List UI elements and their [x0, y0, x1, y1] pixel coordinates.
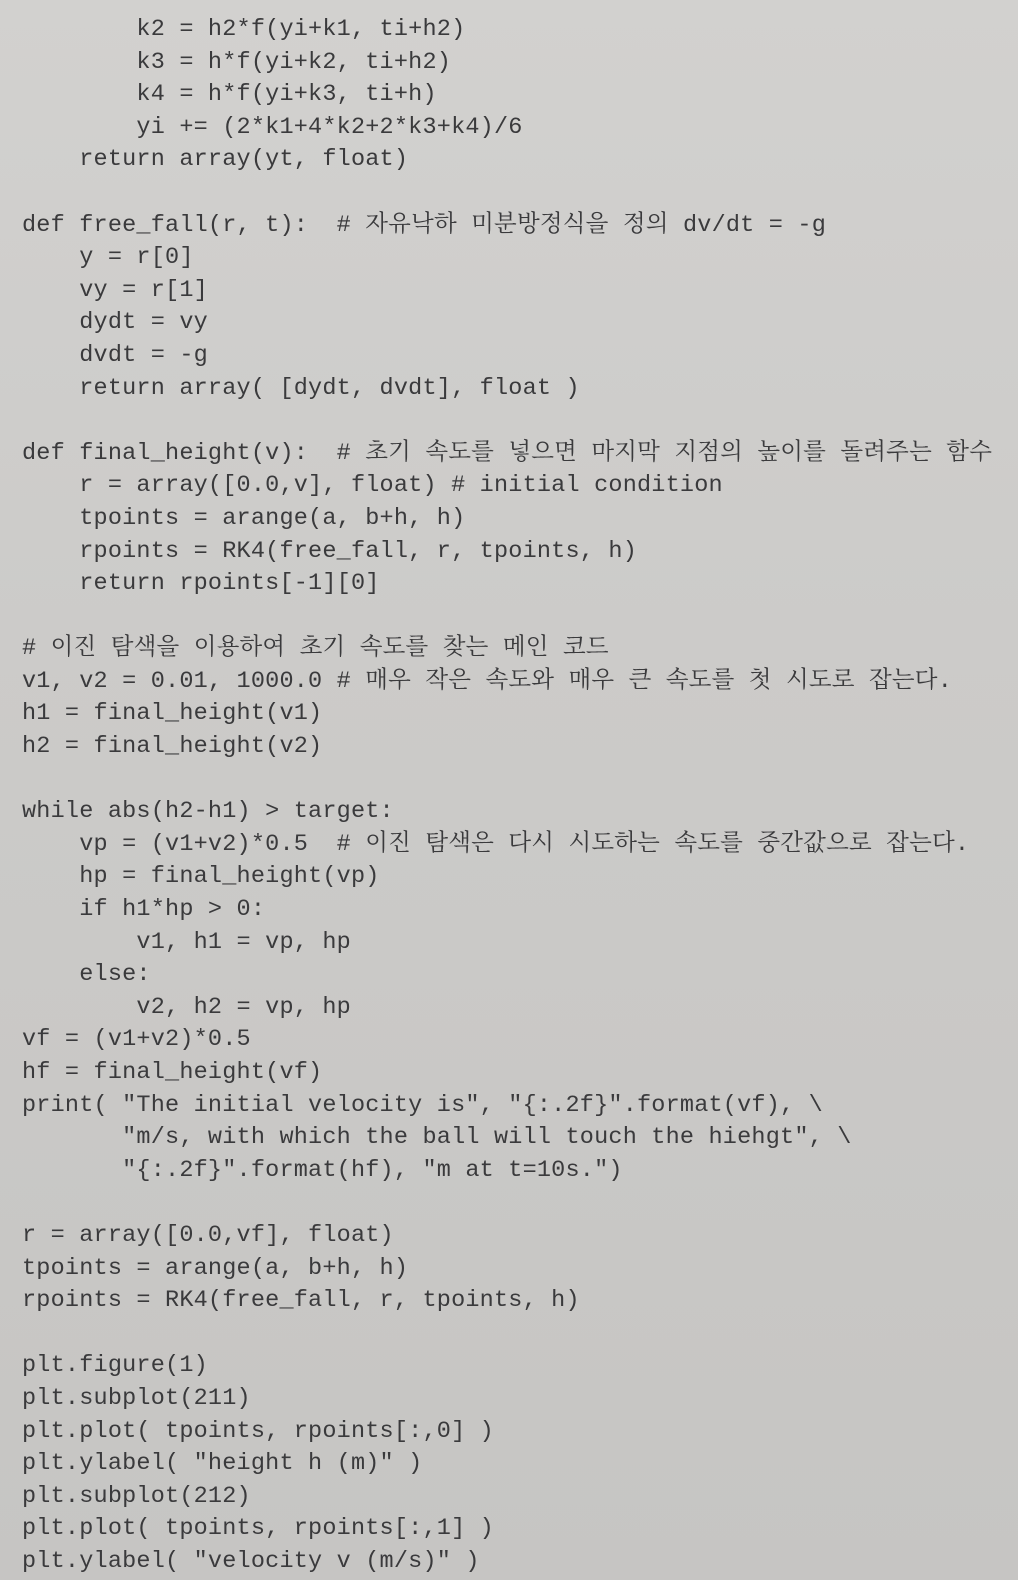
- code-line: [22, 601, 1018, 634]
- code-line: if h1*hp > 0:: [22, 896, 266, 924]
- code-line: plt.figure(1): [22, 1352, 208, 1380]
- code-line: plt.subplot(211): [22, 1384, 251, 1412]
- code-line: hf = final_height(vf): [22, 1059, 323, 1086]
- code-line: "{:.2f}".format(hf), "m at t=10s."): [22, 1156, 623, 1184]
- code-line: hp = final_height(vp): [22, 863, 380, 891]
- code-line: [22, 1187, 1018, 1220]
- code-line: k4 = h*f(yi+k3, ti+h): [22, 81, 437, 109]
- code-line: vp = (v1+v2)*0.5 # 이진 탐색은 다시 시도하는 속도를 중간값으로 잡는다.: [22, 830, 970, 858]
- code-line: return rpoints[-1][0]: [22, 570, 380, 598]
- code-line: plt.subplot(212): [22, 1482, 251, 1510]
- code-line: yi += (2*k1+4*k2+2*k3+k4)/6: [22, 113, 523, 141]
- code-line: while abs(h2-h1) > target:: [22, 798, 394, 826]
- code-line: k2 = h2*f(yi+k1, ti+h2): [22, 16, 466, 43]
- code-line: def free_fall(r, t): # 자유낙하 미분방정식을 정의 dv/dt = -g: [22, 211, 826, 239]
- code-line: h2 = final_height(v2): [22, 733, 323, 761]
- code-line: [22, 177, 1018, 210]
- code-line: tpoints = arange(a, b+h, h): [22, 504, 466, 532]
- code-line: def final_height(v): # 초기 속도를 넣으면 마지막 지점의 높이를 돌려주는 함수: [22, 439, 993, 467]
- code-line: y = r[0]: [22, 244, 194, 272]
- code-line: dvdt = -g: [22, 341, 208, 369]
- code-line: r = array([0.0,v], float) # initial condition: [22, 472, 723, 500]
- code-line: dydt = vy: [22, 309, 208, 337]
- code-line: v1, h1 = vp, hp: [22, 928, 351, 956]
- code-line: r = array([0.0,vf], float): [22, 1221, 394, 1249]
- code-line: rpoints = RK4(free_fall, r, tpoints, h): [22, 1287, 580, 1315]
- code-line: print( "The initial velocity is", "{:.2f}".format(vf), \: [22, 1091, 823, 1119]
- code-line: [22, 405, 1018, 438]
- code-line: tpoints = arange(a, b+h, h): [22, 1254, 409, 1282]
- code-line: v2, h2 = vp, hp: [22, 993, 351, 1021]
- code-line: return array( [dydt, dvdt], float ): [22, 374, 580, 402]
- code-line: h1 = final_height(v1): [22, 700, 323, 728]
- code-line: rpoints = RK4(free_fall, r, tpoints, h): [22, 537, 637, 565]
- code-line: v1, v2 = 0.01, 1000.0 # 매우 작은 속도와 매우 큰 속도를 첫 시도로 잡는다.: [22, 667, 952, 695]
- code-line: plt.plot( tpoints, rpoints[:,0] ): [22, 1417, 494, 1445]
- code-line: k3 = h*f(yi+k2, ti+h2): [22, 48, 452, 76]
- code-line: plt.ylabel( "height h (m)" ): [22, 1450, 423, 1478]
- code-line: plt.ylabel( "velocity v (m/s)" ): [22, 1547, 480, 1575]
- code-line: plt.plot( tpoints, rpoints[:,1] ): [22, 1515, 494, 1543]
- code-line: # 이진 탐색을 이용하여 초기 속도를 찾는 메인 코드: [22, 635, 609, 663]
- code-line: return array(yt, float): [22, 146, 409, 174]
- code-line: else:: [22, 961, 151, 989]
- code-line: vf = (v1+v2)*0.5: [22, 1026, 251, 1054]
- code-line: [22, 1318, 1018, 1351]
- code-line: vy = r[1]: [22, 276, 208, 304]
- code-line: [22, 764, 1018, 797]
- code-listing: [22, 14, 1018, 1579]
- code-line: "m/s, with which the ball will touch the hiehgt", \: [22, 1124, 852, 1152]
